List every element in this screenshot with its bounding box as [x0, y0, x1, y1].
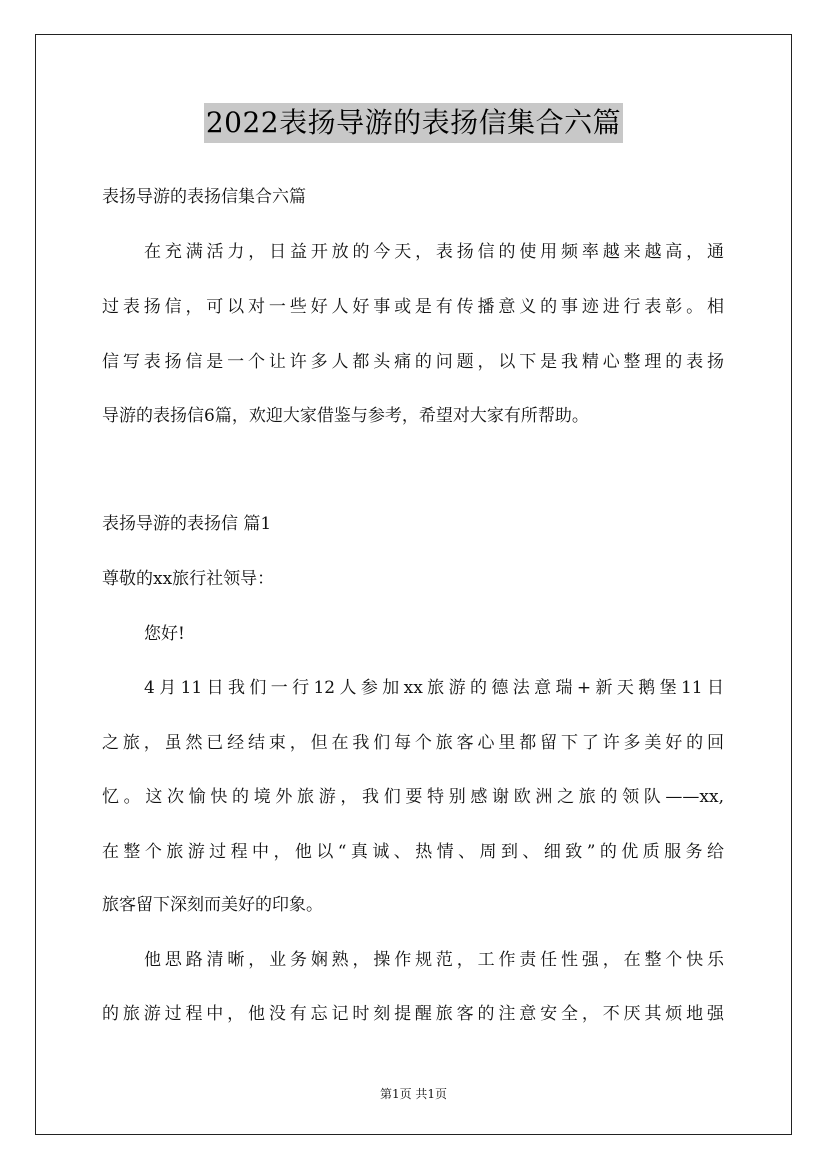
title-container [0, 103, 827, 143]
subtitle-line: 表扬导游的表扬信集合六篇 [102, 187, 306, 207]
paragraph-line: 4月11日我们一行12人参加xx旅游的德法意瑞+新天鹅堡11日 [144, 678, 724, 698]
document-title: 2022表扬导游的表扬信集合六篇 [204, 103, 623, 143]
salutation-line: 尊敬的xx旅行社领导： [102, 569, 275, 589]
greeting-line: 您好! [144, 624, 185, 644]
paragraph-line: 导游的表扬信6篇，欢迎大家借鉴与参考，希望对大家有所帮助。 [102, 406, 589, 426]
paragraph-line: 忆。这次愉快的境外旅游，我们要特别感谢欧洲之旅的领队——xx, [102, 787, 724, 807]
paragraph-line: 旅客留下深刻而美好的印象。 [102, 895, 323, 915]
paragraph-line: 之旅，虽然已经结束，但在我们每个旅客心里都留下了许多美好的回 [102, 733, 724, 753]
paragraph-line: 过表扬信，可以对一些好人好事或是有传播意义的事迹进行表彰。相 [102, 297, 724, 317]
paragraph-line: 的旅游过程中，他没有忘记时刻提醒旅客的注意安全，不厌其烦地强 [102, 1004, 724, 1024]
paragraph-line: 在整个旅游过程中，他以“真诚、热情、周到、细致”的优质服务给 [102, 842, 724, 862]
paragraph-line: 信写表扬信是一个让许多人都头痛的问题，以下是我精心整理的表扬 [102, 352, 724, 372]
paragraph-line: 在充满活力，日益开放的今天，表扬信的使用频率越来越高，通 [144, 242, 724, 262]
paragraph-line: 他思路清晰，业务娴熟，操作规范，工作责任性强，在整个快乐 [144, 950, 724, 970]
page-footer: 第1页 共1页 [379, 1087, 448, 1101]
section-heading: 表扬导游的表扬信 篇1 [102, 514, 272, 534]
